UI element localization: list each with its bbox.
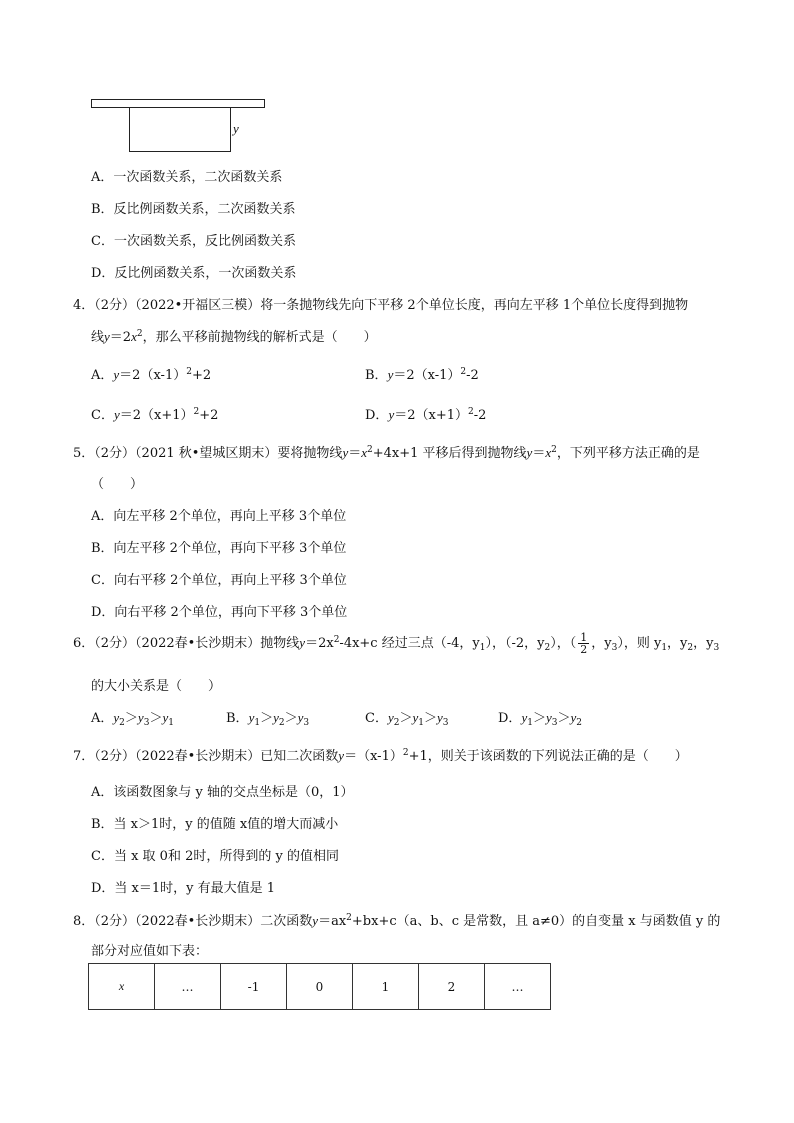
q7-stem: 7．（2分）（2022春•长沙期末）已知二次函数$y=(x-1)^2+1$，则关于该函数的下列说法正确的是（ ） [73, 748, 688, 764]
figure-box [129, 108, 231, 152]
q5-answer-paren: （ ） [91, 477, 144, 492]
figure-shelf [91, 99, 265, 108]
table-cell: -1 [221, 964, 287, 1010]
q4-stem-line1: 4．（2分）（2022•开福区三模）将一条抛物线先向下平移 2个单位长度，再向左平移 1个单位长度得到抛物 [73, 298, 689, 313]
figure-label-y: y [233, 121, 239, 136]
table-cell: … [485, 964, 551, 1010]
q5-option-b: B．向左平移 2个单位，再向下平移 3个单位 [91, 541, 347, 556]
q7-option-a: A．该函数图象与 y 轴的交点坐标是（0，1） [91, 785, 354, 800]
q3-option-b: B．反比例函数关系，二次函数关系 [91, 202, 296, 217]
q8-stem-line2: 部分对应值如下表： [91, 944, 209, 959]
q6-option-d: D．$y_1>y_3>y_2$ [498, 710, 583, 728]
q7-option-c: C．当 x 取 0和 2时，所得到的 y 的值相同 [91, 849, 339, 864]
table-cell: 0 [287, 964, 353, 1010]
q8-stem-line1: 8．（2分）（2022春•长沙期末）二次函数$y=ax^2+bx+c(a$、b、c 是常数，且 a≠0）的自变量 x 与函数值 y 的 [73, 913, 721, 929]
q7-option-b: B．当 x＞1时，y 的值随 x值的增大而减小 [91, 817, 339, 832]
table-row [89, 964, 551, 1010]
q6-option-a: A．$y_2>y_3>y_1$ [91, 710, 174, 728]
q6-option-b: B．$y_1>y_2>y_3$ [226, 710, 310, 728]
q4-stem-line2: 线$y=2x^2$，那么平移前抛物线的解析式是（ ） [91, 329, 377, 345]
q6-fraction: $\frac{1}{2}$ [580, 631, 588, 656]
table-cell: … [155, 964, 221, 1010]
q4-option-d: D．$y=2(x+1)^2-2$ [365, 407, 487, 423]
q4-option-c: C．$y=2(x+1)^2+2$ [91, 407, 219, 423]
q4-option-a: A．$y=2(x-1)^2+2$ [91, 367, 212, 383]
table-cell-x: x [89, 964, 155, 1010]
q5-option-c: C．向右平移 2个单位，再向上平移 3个单位 [91, 573, 347, 588]
q7-option-d: D．当 x＝1时，y 有最大值是 1 [91, 881, 276, 896]
q6-stem-line2: 的大小关系是（ ） [91, 679, 222, 694]
q5-option-d: D．向右平移 2个单位，再向下平移 3个单位 [91, 605, 348, 620]
table-cell: 1 [353, 964, 419, 1010]
q4-option-b: B．$y=2(x-1)^2-2$ [365, 367, 479, 383]
q3-option-a: A．一次函数关系，二次函数关系 [91, 170, 283, 185]
q5-option-a: A．向左平移 2个单位，再向上平移 3个单位 [91, 509, 347, 524]
q3-option-d: D．反比例函数关系，一次函数关系 [91, 266, 297, 281]
q5-stem-line1: 5．（2分）（2021 秋•望城区期末）要将抛物线$y=x^2+4x+1$ 平移后得到抛物线$y=x^2$，下列平移方法正确的是 [73, 445, 700, 461]
q6-stem-line1: 6．（2分）（2022春•长沙期末）抛物线$y=2x^2-4x+c$ 经过三点（-4，$y_1$），（-2，$y_2$），（ $\frac{1}{2}$ ，$y_3$），则 $y_1$，$y_2$，$y_3$ [73, 631, 720, 656]
q3-option-c: C．一次函数关系，反比例函数关系 [91, 234, 296, 249]
q6-option-c: C．$y_2>y_1>y_3$ [365, 710, 449, 728]
q8-value-table [88, 963, 551, 1010]
table-cell: 2 [419, 964, 485, 1010]
